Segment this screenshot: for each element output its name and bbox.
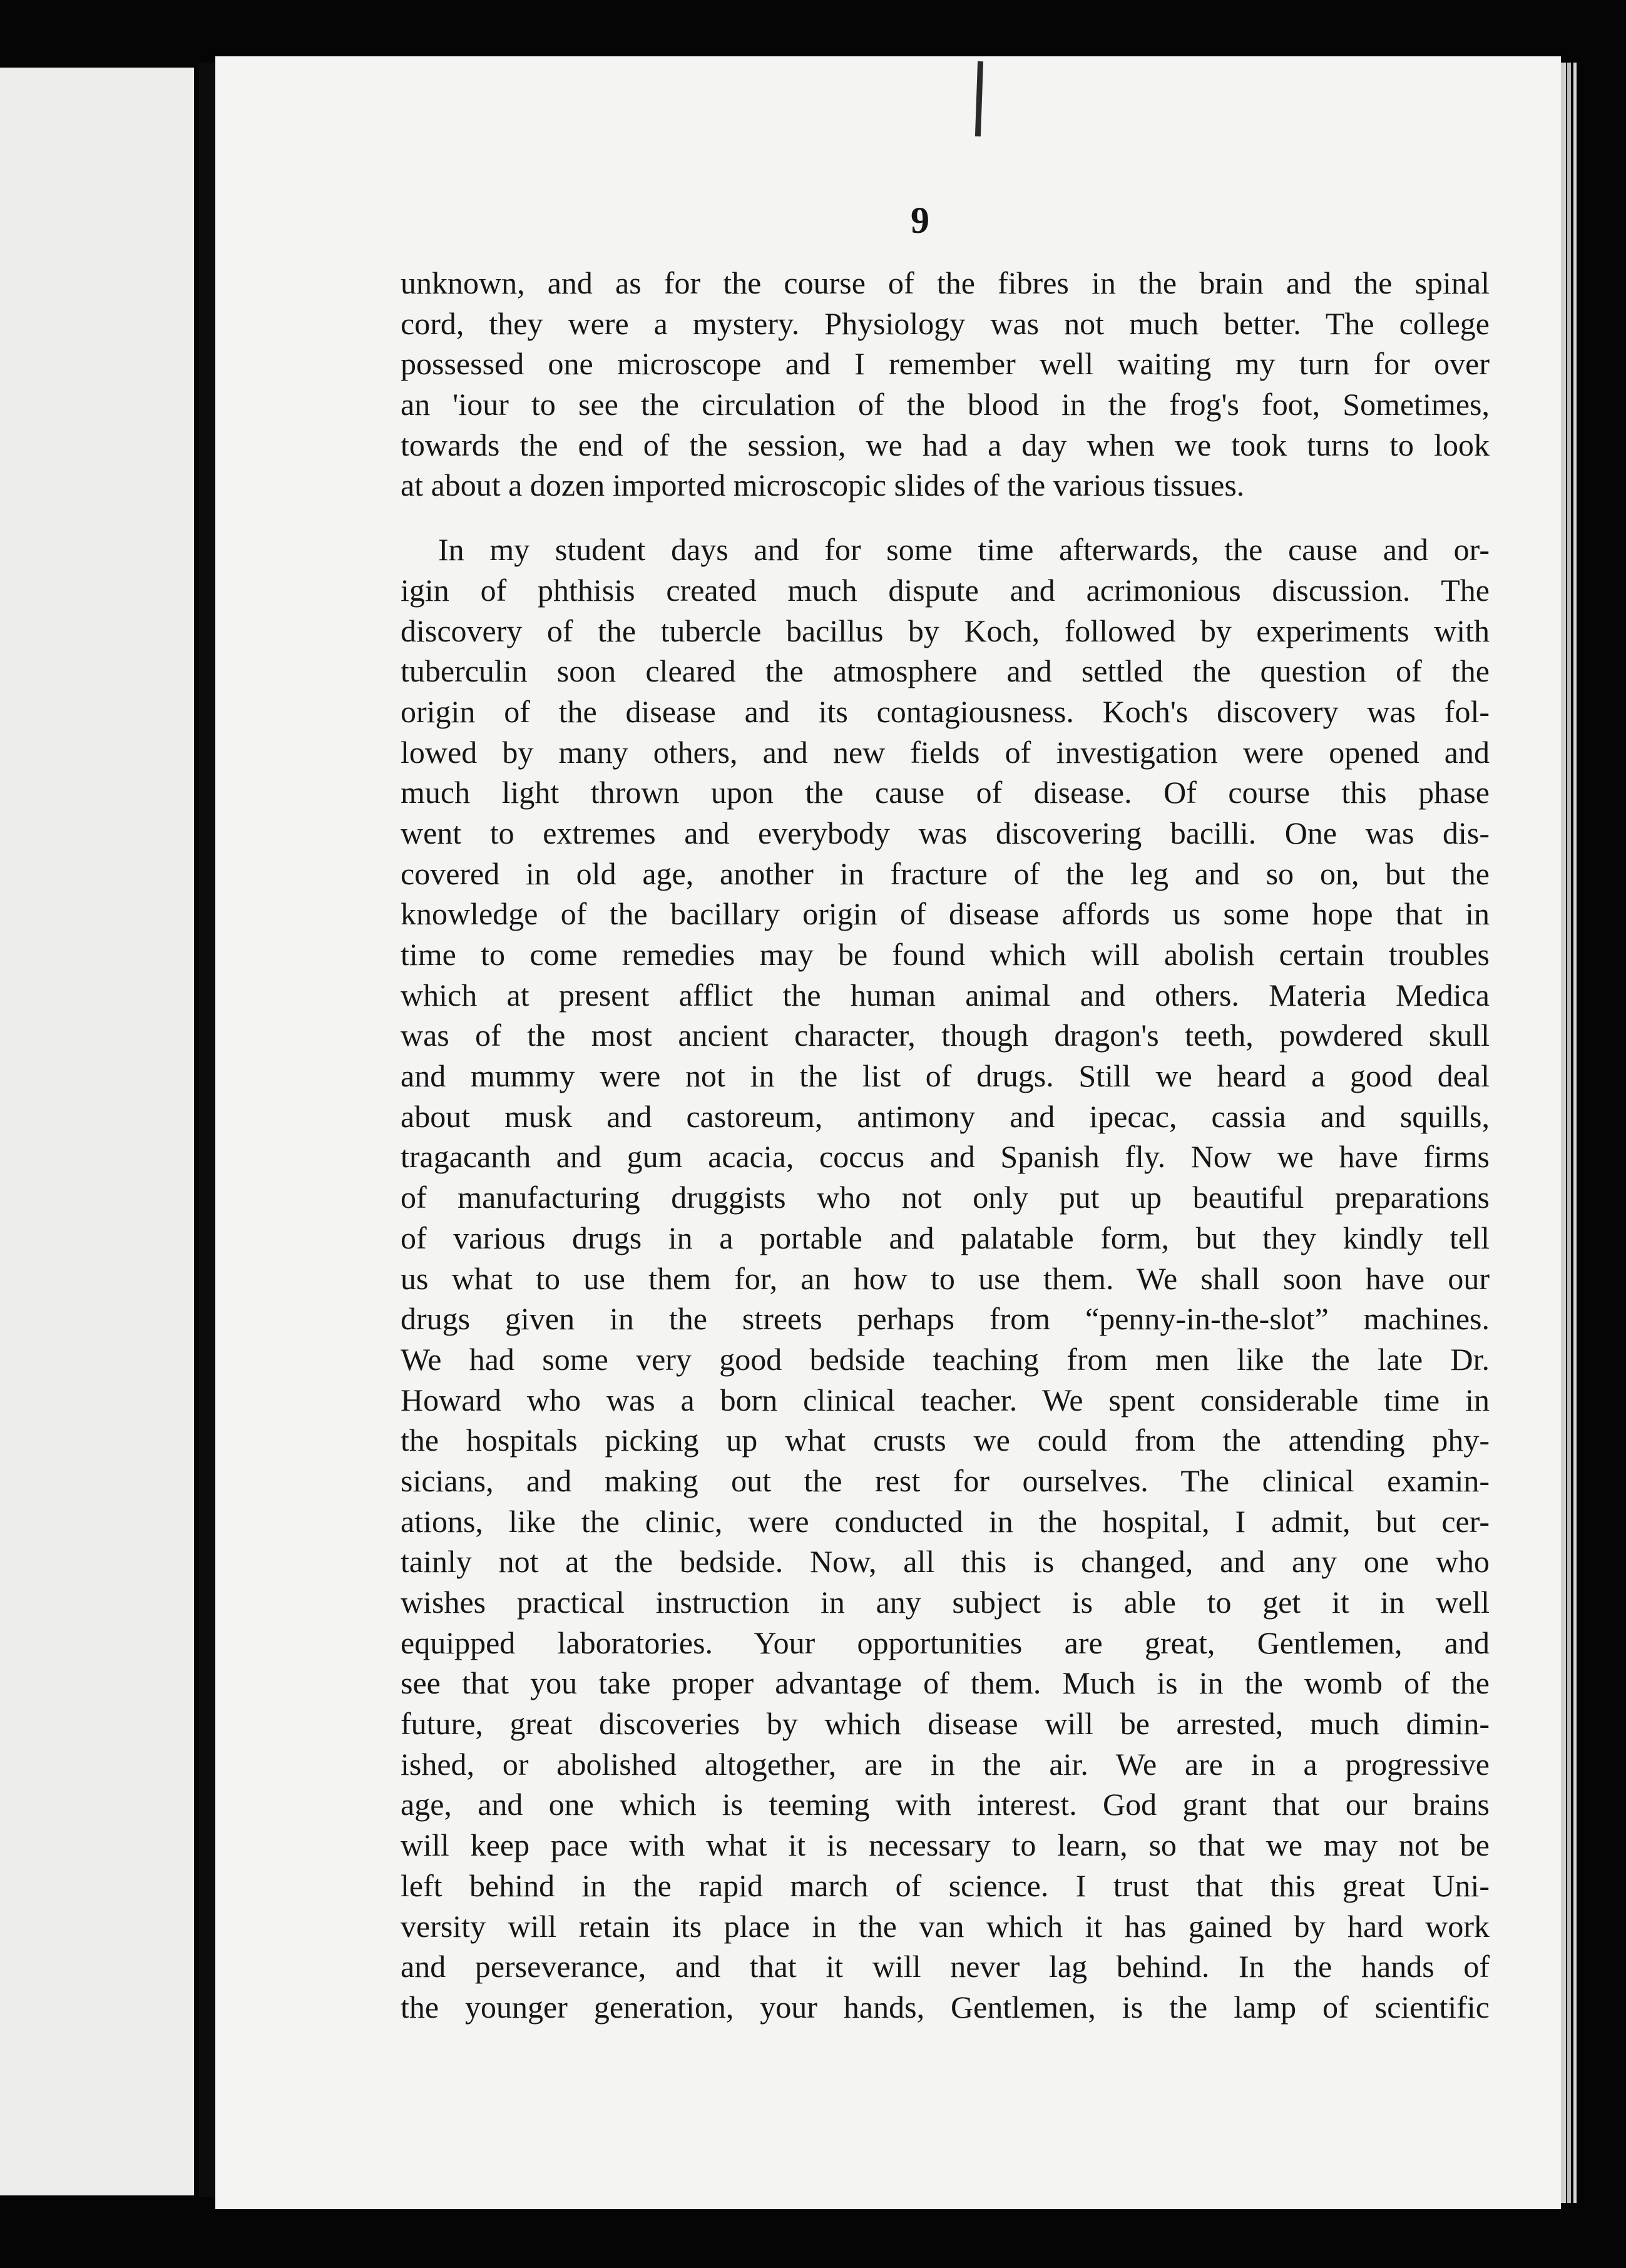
book-spine xyxy=(199,63,215,2197)
text-line: possessed one microscope and I remember well waiting my turn for over xyxy=(401,346,1490,382)
page-edge xyxy=(1561,63,1566,2203)
text-line: ished, or abolished altogether, are in the air. We are in a progressive xyxy=(401,1746,1490,1782)
body-text xyxy=(401,263,1490,2028)
text-line: tragacanth and gum acacia, coccus and Spanish fly. Now we have firms xyxy=(401,1139,1490,1175)
text-line: age, and one which is teeming with interest. God grant that our brains xyxy=(401,1787,1490,1822)
text-line: time to come remedies may be found which will abolish certain troubles xyxy=(401,937,1490,972)
text-line: an 'iour to see the circulation of the blood in the frog's foot, Sometimes, xyxy=(401,387,1490,422)
text-line: of manufacturing druggists who not only put up beautiful preparations xyxy=(401,1180,1490,1215)
text-line: was of the most ancient character, though dragon's teeth, powdered skull xyxy=(401,1018,1490,1053)
text-line: see that you take proper advantage of them. Much is in the womb of the xyxy=(401,1665,1490,1701)
text-line: equipped laboratories. Your opportunities are great, Gentlemen, and xyxy=(401,1625,1490,1660)
text-line: much light thrown upon the cause of disease. Of course this phase xyxy=(401,775,1490,810)
text-line: will keep pace with what it is necessary to learn, so that we may not be xyxy=(401,1827,1490,1863)
text-line: sicians, and making out the rest for ourselves. The clinical examin- xyxy=(401,1463,1490,1498)
text-line: igin of phthisis created much dispute and acrimonious discussion. The xyxy=(401,572,1490,608)
text-line: went to extremes and everybody was discovering bacilli. One was dis- xyxy=(401,815,1490,850)
text-line: versity will retain its place in the van which it has gained by hard work xyxy=(401,1908,1490,1944)
page-number: 9 xyxy=(911,200,929,241)
text-line: the hospitals picking up what crusts we could from the attending phy- xyxy=(401,1423,1490,1458)
text-line: lowed by many others, and new fields of investigation were opened and xyxy=(401,734,1490,770)
text-line: the younger generation, your hands, Gentlemen, is the lamp of scientific xyxy=(401,1989,1490,2025)
text-line: left behind in the rapid march of science. I trust that this great Uni- xyxy=(401,1867,1490,1903)
text-line: In my student days and for some time afterwards, the cause and or- xyxy=(438,532,1490,568)
text-line: tuberculin soon cleared the atmosphere and settled the question of the xyxy=(401,653,1490,689)
text-line: knowledge of the bacillary origin of disease affords us some hope that in xyxy=(401,896,1490,932)
text-line: towards the end of the session, we had a day when we took turns to look xyxy=(401,427,1490,462)
text-line: future, great discoveries by which disease will be arrested, much dimin- xyxy=(401,1706,1490,1742)
text-line: origin of the disease and its contagiousness. Koch's discovery was fol- xyxy=(401,693,1490,729)
text-line: at about a dozen imported microscopic slides of the various tissues. xyxy=(401,467,1245,503)
text-line: Howard who was a born clinical teacher. We spent considerable time in xyxy=(401,1382,1490,1418)
text-line: tainly not at the bedside. Now, all this is changed, and any one who xyxy=(401,1544,1490,1580)
previous-page-edge xyxy=(0,68,194,2195)
text-line: of various drugs in a portable and palatable form, but they kindly tell xyxy=(401,1220,1490,1255)
page-edge xyxy=(1567,63,1571,2203)
text-line: and mummy were not in the list of drugs. Still we heard a good deal xyxy=(401,1058,1490,1094)
page-edge xyxy=(1573,63,1577,2203)
text-line: about musk and castoreum, antimony and ipecac, cassia and squills, xyxy=(401,1098,1490,1134)
text-line: unknown, and as for the course of the fibres in the brain and the spinal xyxy=(401,265,1490,300)
text-line: cord, they were a mystery. Physiology was not much better. The college xyxy=(401,305,1490,341)
text-line: drugs given in the streets perhaps from “penny-in-the-slot” machines. xyxy=(401,1301,1490,1337)
text-line: ations, like the clinic, were conducted in the hospital, I admit, but cer- xyxy=(401,1503,1490,1539)
text-line: wishes practical instruction in any subject is able to get it in well xyxy=(401,1585,1490,1620)
text-line: discovery of the tubercle bacillus by Koch, followed by experiments with xyxy=(401,613,1490,648)
text-line: us what to use them for, an how to use them. We shall soon have our xyxy=(401,1260,1490,1296)
text-line: and perseverance, and that it will never lag behind. In the hands of xyxy=(401,1949,1490,1984)
text-line: We had some very good bedside teaching from men like the late Dr. xyxy=(401,1341,1490,1377)
text-line: covered in old age, another in fracture of the leg and so on, but the xyxy=(401,856,1490,891)
text-line: which at present afflict the human animal and others. Materia Medica xyxy=(401,977,1490,1013)
